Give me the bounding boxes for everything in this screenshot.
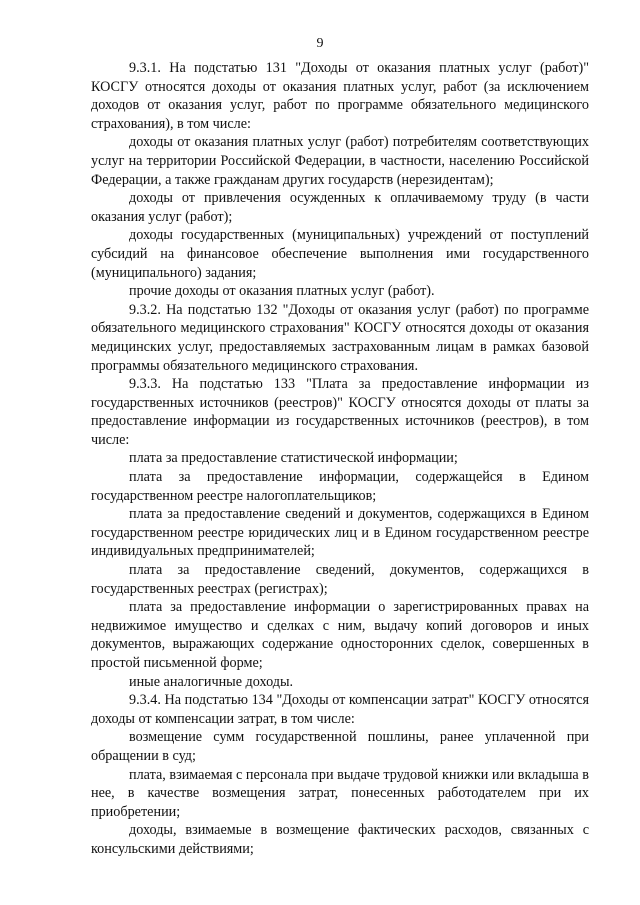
list-item: плата за предоставление статистической информации; [129, 450, 458, 467]
list-item: доходы государственных (муниципальных) учреждений от поступлений субсидий на финансовое обеспечение выполнения ими государственного (муниципального) задания; [91, 227, 589, 281]
list-item: плата за предоставление сведений, документов, содержащихся в государственных реестрах (регистрах); [91, 562, 589, 597]
paragraph-9-3-1: 9.3.1. На подстатью 131 "Доходы от оказания платных услуг (работ)" КОСГУ относятся доходы от оказания платных услуг, работ (за исключением доходов от оказания услуг, работ по программе обязательного медицинского страхования), в том числе: [91, 60, 589, 132]
list-item: иные аналогичные доходы. [129, 673, 294, 690]
page-number: 9 [316, 36, 324, 51]
list-item: плата за предоставление информации, содержащейся в Едином государственном реестре налогоплательщиков; [91, 469, 589, 504]
paragraph-9-3-4: 9.3.4. На подстатью 134 "Доходы от компенсации затрат" КОСГУ относятся доходы от компенсации затрат, в том числе: [91, 692, 589, 727]
paragraph-9-3-3: 9.3.3. На подстатью 133 "Плата за предоставление информации из государственных источников (реестров)" КОСГУ относятся доходы от платы за предоставление информации из государственных источников (реестров), в том числе: [91, 376, 589, 448]
list-item: доходы от привлечения осужденных к оплачиваемому труду (в части оказания услуг (работ); [91, 190, 589, 225]
list-item: доходы от оказания платных услуг (работ) потребителям соответствующих услуг на территории Российской Федерации, в частности, населению Российской Федерации, а также гражданам других государств (нерезидентам); [91, 134, 589, 188]
document-body [91, 59, 589, 859]
list-item: возмещение сумм государственной пошлины, ранее уплаченной при обращении в суд; [91, 729, 589, 764]
list-item: прочие доходы от оказания платных услуг (работ). [129, 283, 435, 300]
paragraph-9-3-2: 9.3.2. На подстатью 132 "Доходы от оказания услуг (работ) по программе обязательного медицинского страхования" КОСГУ относятся доходы от оказания медицинских услуг, предоставляемых застрахованным лицам в рамках базовой программы обязательного медицинского страхования. [91, 301, 589, 374]
list-item: плата, взимаемая с персонала при выдаче трудовой книжки или вкладыша в нее, в качестве возмещения затрат, понесенных работодателем при их приобретении; [91, 766, 589, 820]
list-item: доходы, взимаемые в возмещение фактических расходов, связанных с консульскими действиями; [91, 822, 589, 857]
list-item: плата за предоставление сведений и документов, содержащихся в Едином государственном реестре юридических лиц и в Едином государственном реестре индивидуальных предпринимателей; [91, 506, 589, 560]
list-item: плата за предоставление информации о зарегистрированных правах на недвижимое имущество и сделках с ним, выдачу копий договоров и иных документов, выражающих содержание односторонних сделок, совершенных в простой письменной форме; [91, 599, 589, 671]
